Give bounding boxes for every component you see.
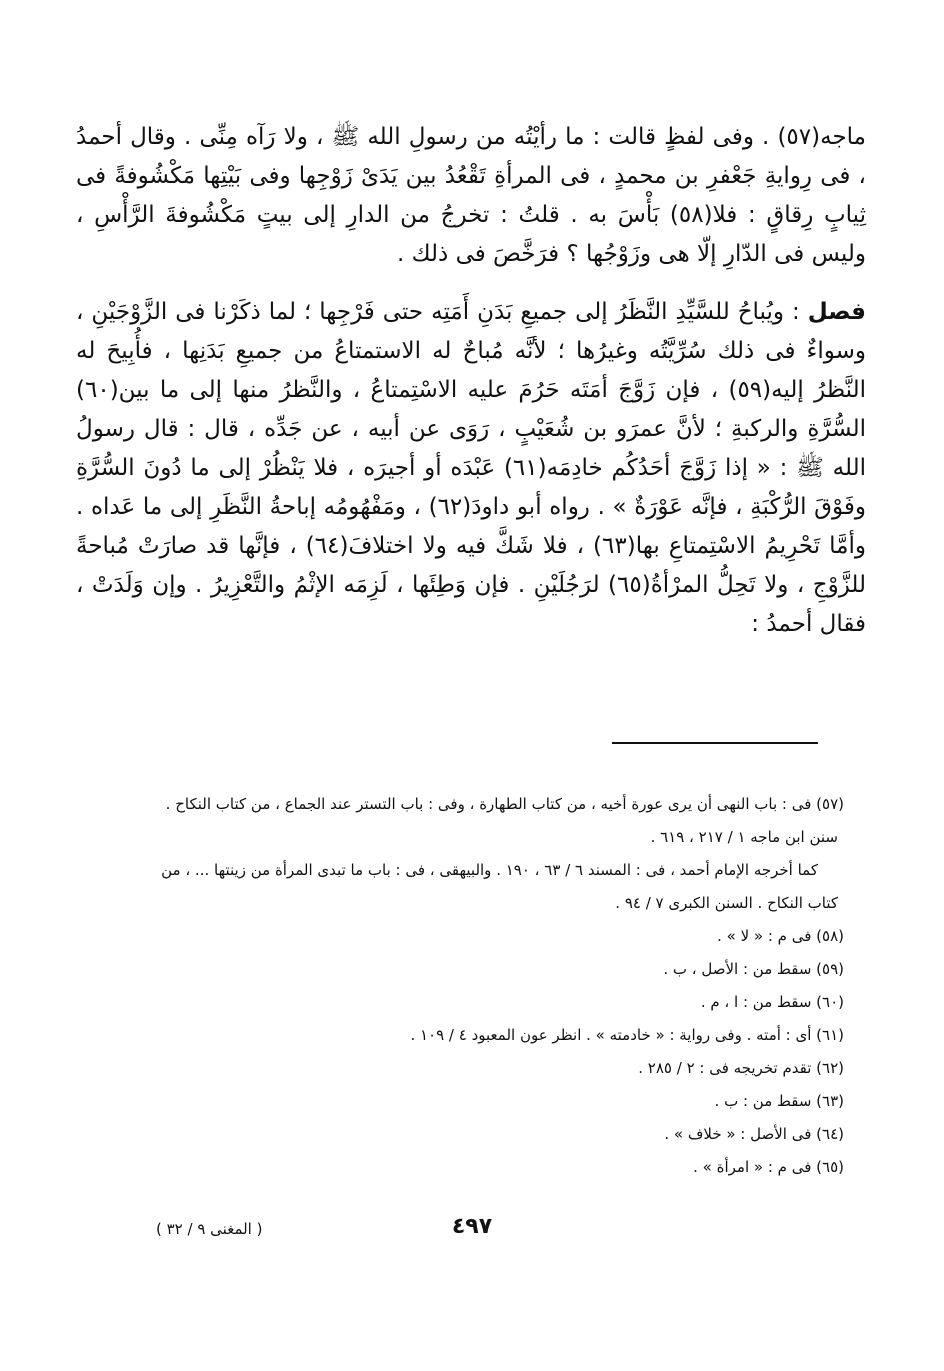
footnotes xyxy=(84,788,844,1184)
page-number: ٤٩٧ xyxy=(451,1214,493,1239)
footnote-separator xyxy=(612,742,818,744)
paragraph-2 xyxy=(76,293,866,644)
footnote-63: (٦٣) سقط من : ب . xyxy=(714,1092,844,1110)
footnote-58: (٥٨) فى م : « لا » . xyxy=(717,927,844,945)
footnote-62: (٦٢) تقدم تخريجه فى : ٢ / ٢٨٥ . xyxy=(638,1059,844,1077)
footnote-57-continuation: كتاب النكاح . السنن الكبرى ٧ / ٩٤ . xyxy=(615,894,838,912)
footnote-64: (٦٤) فى الأصل : « خلاف » . xyxy=(664,1125,844,1143)
footnote-57-continuation: سنن ابن ماجه ١ / ٢١٧ ، ٦١٩ . xyxy=(650,828,838,846)
footnote-57: (٥٧) فى : باب النهى أن يرى عورة أخيه ، من كتاب الطهارة ، وفى : باب التستر عند الجماع ، من كتاب النكاح . xyxy=(165,795,844,813)
footnote-59: (٥٩) سقط من : الأصل ، ب . xyxy=(663,960,844,978)
footnote-65: (٦٥) فى م : « امرأة » . xyxy=(693,1158,844,1176)
main-text xyxy=(76,118,866,644)
paragraph-1: ماجه(٥٧) . وفى لفظٍ قالت : ما رأيْتُه من رسولِ الله ﷺ ، ولا رَآه مِنِّى . وقال أحمدُ ، فى رِوايةِ جَعْفرِ بن محمدٍ ، فى المرأةِ تَقْعُدُ بين يَدَىْ زَوْجِها وفى بَيْتِها مَكْشُوفةً فى ثِيابٍ رِقاقٍ : فلا(٥٨) بَأْسَ به . قلتُ : تخرجُ من الدارِ إلى بيتٍ مَكْشُوفةَ الرَّأْسِ ، وليس فى الدّارِ إلّا هى وزَوْجُها ؟ فرَخَّصَ فى ذلك . xyxy=(76,124,866,267)
paragraph-2-body: : ويُباحُ للسَّيِّدِ النَّظَرُ إلى جميعِ بَدَنِ أَمَتِه حتى فَرْجِها ؛ لما ذكَرْنا فى الزَّوْجَيْنِ ، وسواءٌ فى ذلك سُرِّيَّتُه وغيرُها ؛ لأنَّه مُباحٌ له الاستمتاعُ من جميعِ بَدَنِها ، فأُبِيحَ له النَّظرُ إليه(٥٩) ، فإن زَوَّجَ أمَتَه حَرُمَ عليه الاسْتِمتاعُ ، والنَّظرُ منها إلى ما بين(٦٠) السُّرَّةِ والركبةِ ؛ لأنَّ عمرَو بن شُعَيْبٍ ، رَوَى عن أبيه ، عن جَدِّه ، قال : قال رسولُ الله ﷺ : « إذا زَوَّجَ أحَدُكُم خادِمَه(٦١) عَبْدَه أو أجيرَه ، فلا يَنْظُرْ إلى ما دُونَ السُّرَّةِ وفَوْقَ الرُّكْبَةِ ، فإنَّه عَوْرَةٌ » . رواه أبو داودَ(٦٢) ، ومَفْهُومُه إباحةُ النَّظَرِ إلى ما عَداه . وأمَّا تَحْرِيمُ الاسْتِمتاعِ بها(٦٣) ، فلا شَكَّ فيه ولا اختلافَ(٦٤) ، فإنَّها قد صارَتْ مُباحةً للزَّوْجِ ، ولا تَحِلُّ المرْأةُ(٦٥) لرَجُلَيْنِ . فإن وَطِئَها ، لَزِمَه الإثْمُ والتَّعْزِيرُ . وإن وَلَدَتْ ، فقال أحمدُ : xyxy=(76,299,867,637)
volume-reference: ( المغنى ٩ / ٣٢ ) xyxy=(156,1220,263,1238)
footnote-57-continuation: كما أخرجه الإمام أحمد ، فى : المسند ٦ / ٦٣ ، ١٩٠ . والبيهقى ، فى : باب ما تبدى المرأة من زينتها ... ، من xyxy=(161,861,818,879)
section-heading-fasl: فصل xyxy=(807,299,866,325)
footnote-60: (٦٠) سقط من : ا ، م . xyxy=(700,993,844,1011)
footnote-61: (٦١) أى : أمته . وفى رواية : « خادمته » . انظر عون المعبود ٤ / ١٠٩ . xyxy=(410,1026,844,1044)
